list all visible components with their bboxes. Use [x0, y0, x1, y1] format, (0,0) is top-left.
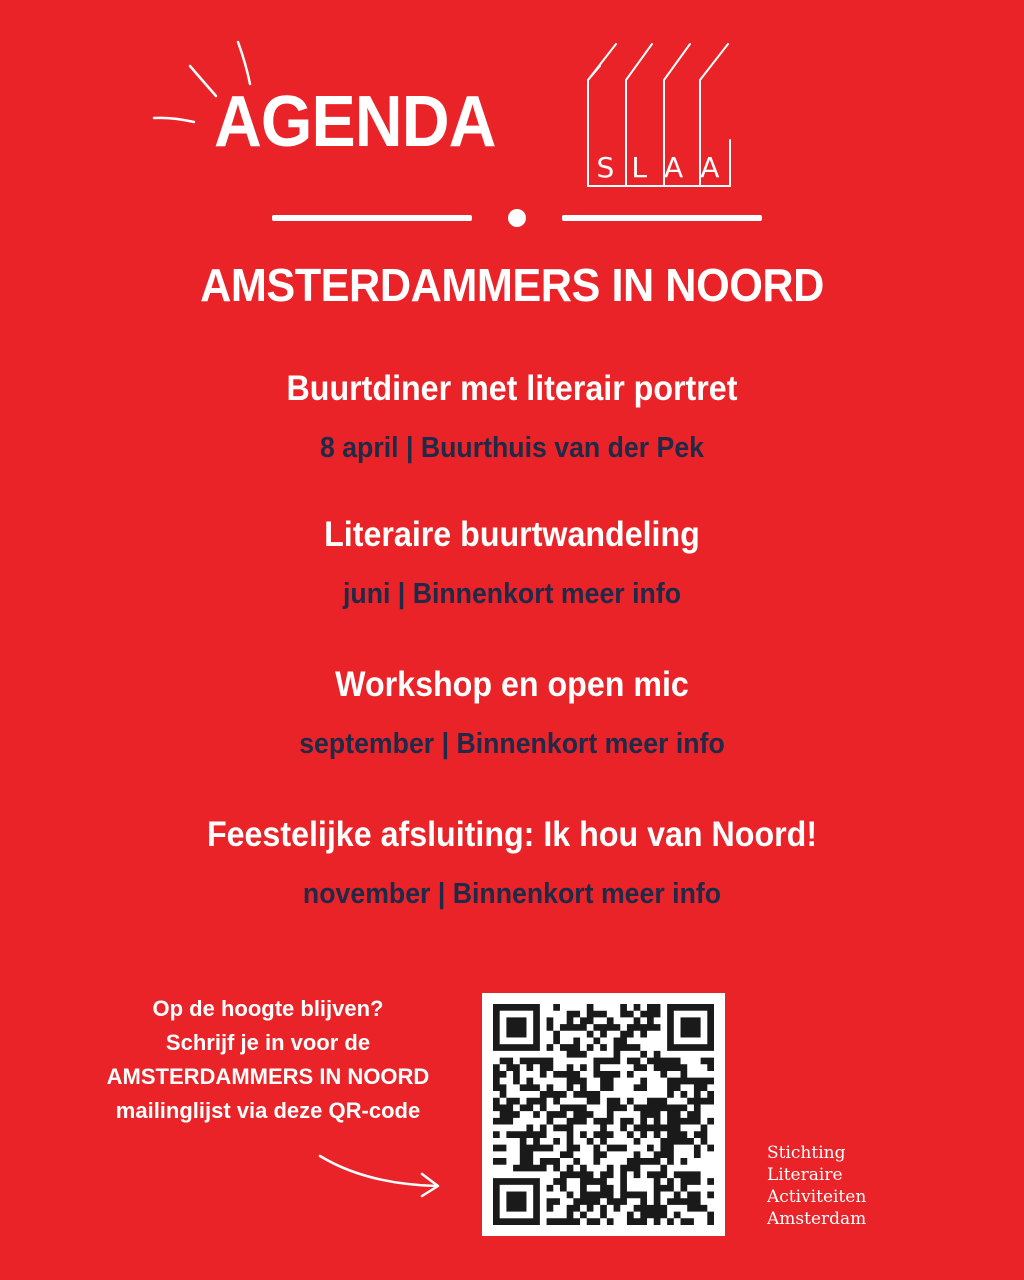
event-title: Literaire buurtwandeling	[324, 515, 700, 554]
logo-letter: L	[631, 150, 647, 184]
event-meta: september | Binnenkort meer info	[299, 728, 725, 760]
divider-dot	[508, 209, 526, 227]
qr-code[interactable]	[482, 993, 725, 1236]
event-title: Buurtdiner met literair portret	[286, 369, 738, 408]
event-title: Feestelijke afsluiting: Ik hou van Noord!	[206, 815, 818, 854]
cta-line: mailinglijst via deze QR-code	[115, 1098, 421, 1123]
mailinglist-cta	[92, 992, 444, 1128]
agenda-title: AGENDA	[214, 82, 496, 162]
curved-arrow-icon	[316, 1150, 446, 1200]
divider-line-left	[272, 215, 472, 221]
org-line: Literaire	[767, 1165, 843, 1185]
event-item	[0, 366, 1024, 468]
cta-line: AMSTERDAMMERS IN NOORD	[106, 1064, 430, 1089]
org-line: Activiteiten	[767, 1187, 867, 1207]
event-meta: november | Binnenkort meer info	[302, 878, 722, 910]
divider-line-right	[562, 215, 762, 221]
event-meta: juni | Binnenkort meer info	[342, 578, 682, 610]
logo-letter: A	[664, 150, 684, 184]
logo-letter: A	[700, 150, 720, 184]
event-meta: 8 april | Buurthuis van der Pek	[319, 432, 705, 464]
event-item	[0, 812, 1024, 914]
event-item	[0, 512, 1024, 614]
cta-line: Schrijf je in voor de	[165, 1030, 371, 1055]
slaa-logo-letters	[588, 148, 728, 186]
page-subtitle: AMSTERDAMMERS IN NOORD	[200, 259, 824, 311]
cta-line: Op de hoogte blijven?	[152, 996, 384, 1021]
logo-letter: S	[596, 150, 615, 184]
qr-code-icon	[493, 1004, 714, 1225]
organization-name	[767, 1142, 967, 1230]
org-line: Stichting	[767, 1143, 846, 1163]
event-title: Workshop en open mic	[335, 665, 689, 704]
org-line: Amsterdam	[767, 1209, 867, 1229]
event-item	[0, 662, 1024, 764]
